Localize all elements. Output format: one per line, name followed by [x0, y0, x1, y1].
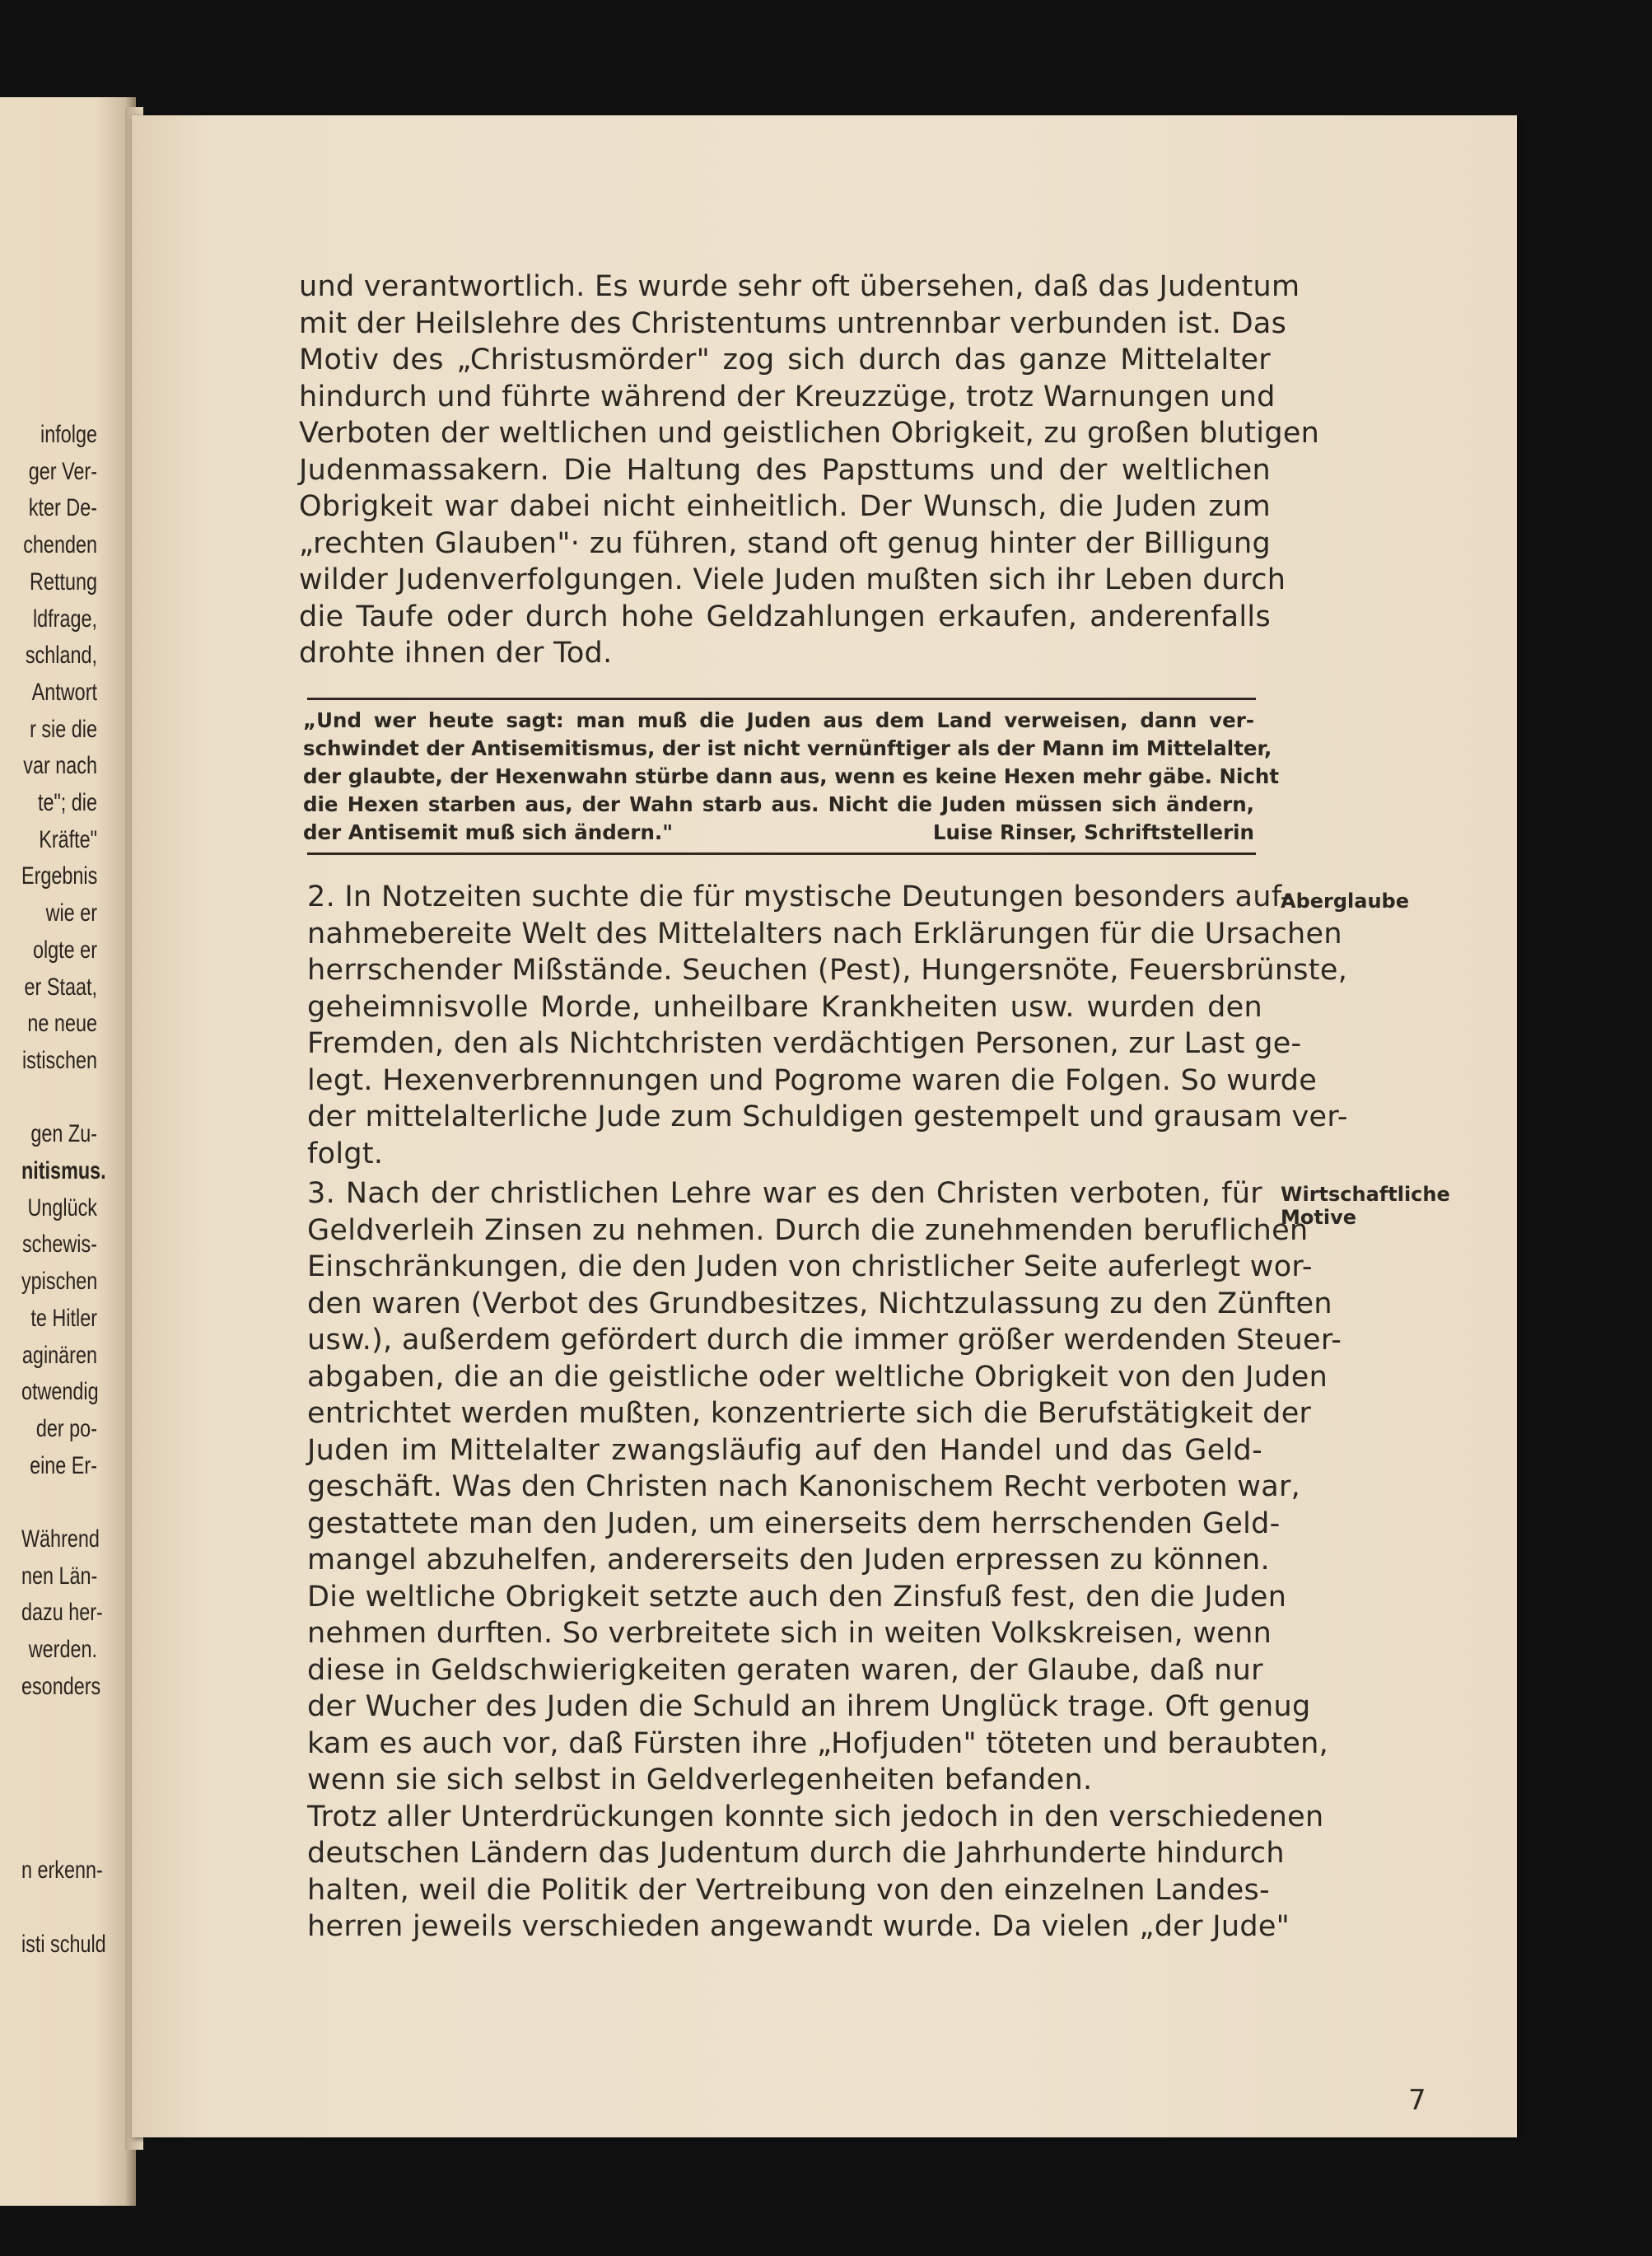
margin-note-text: Motive	[1281, 1206, 1356, 1229]
text-line: mit der Heilslehre des Christentums untrennbar verbunden ist. Das	[299, 306, 1287, 340]
text-line: wenn sie sich selbst in Geldverlegenheiten befanden.	[307, 1763, 1093, 1796]
left-page-fragment: nen Län-	[21, 1562, 98, 1590]
left-page-fragment: te"; die	[37, 789, 97, 816]
left-page-fragment: schland,	[25, 642, 97, 670]
left-page-fragment: istischen	[21, 1046, 97, 1074]
left-page-fragment: aginären	[21, 1341, 97, 1369]
text-line: diese in Geldschwierigkeiten geraten waren, der Glaube, daß nur	[307, 1653, 1263, 1687]
left-page-fragment: var nach	[23, 752, 98, 780]
right-page	[132, 115, 1517, 2137]
text-line: deutschen Ländern das Judentum durch die Jahrhunderte hindurch	[307, 1837, 1285, 1870]
text-line: abgaben, die an die geistliche oder weltliche Obrigkeit von den Juden	[307, 1360, 1328, 1394]
text-line: folgt.	[307, 1137, 384, 1170]
left-page-fragment: ger Ver-	[28, 457, 97, 485]
left-page-fragment: te Hitler	[30, 1304, 97, 1332]
text-line: halten, weil die Politik der Vertreibung von den einzelnen Landes-	[307, 1873, 1271, 1907]
left-page-fragment: ne neue	[27, 1010, 97, 1038]
quote-line: „Und wer heute sagt: man muß die Juden aus dem Land verweisen, dann ver-	[303, 708, 1254, 732]
left-page-fragment: esonders	[21, 1672, 101, 1700]
left-page-fragment: Rettung	[30, 568, 97, 596]
quote-line: schwindet der Antisemitismus, der ist nicht vernünftiger als der Mann im Mittelalter,	[303, 736, 1272, 760]
text-line: die Taufe oder durch hohe Geldzahlungen erkaufen, anderenfalls	[299, 600, 1271, 633]
text-line: wilder Judenverfolgungen. Viele Juden mußten sich ihr Leben durch	[299, 563, 1286, 596]
margin-note-text: Aberglaube	[1281, 890, 1410, 913]
text-line: hindurch und führte während der Kreuzzüge, trotz Warnungen und	[299, 380, 1276, 413]
quote-attribution: Luise Rinser, Schriftstellerin	[932, 820, 1254, 844]
text-line: legt. Hexenverbrennungen und Pogrome waren die Folgen. So wurde	[307, 1063, 1318, 1097]
left-page-fragment: Antwort	[31, 678, 98, 706]
text-line: Motiv des „Christusmörder" zog sich durch das ganze Mittelalter	[299, 343, 1271, 376]
text-line: geheimnisvolle Morde, unheilbare Krankheiten usw. wurden den	[307, 990, 1262, 1024]
quote-rule-top	[307, 698, 1256, 700]
left-page-fragment: olgte er	[32, 936, 97, 964]
left-page-fragment: nitismus.	[21, 1157, 106, 1184]
text-line: Obrigkeit war dabei nicht einheitlich. Der Wunsch, die Juden zum	[299, 490, 1271, 523]
text-line: Einschränkungen, die den Juden von christlicher Seite auferlegt wor-	[307, 1250, 1313, 1283]
left-page-fragment: Ergebnis	[21, 862, 98, 890]
text-line: Fremden, den als Nichtchristen verdächtigen Personen, zur Last ge-	[307, 1027, 1302, 1060]
text-line: nehmen durften. So verbreitete sich in weiten Volkskreisen, wenn	[307, 1617, 1272, 1650]
left-page-fragment: schewis-	[21, 1231, 97, 1259]
left-page-fragment: Während	[21, 1525, 100, 1553]
text-line: herrschender Mißstände. Seuchen (Pest), Hungersnöte, Feuersbrünste,	[307, 954, 1348, 987]
page-number: 7	[1408, 2084, 1426, 2117]
left-page-fragment: isti schuld	[21, 1930, 106, 1958]
quote-box	[303, 707, 1280, 847]
text-line: Judenmassakern. Die Haltung des Papsttums und der weltlichen	[299, 453, 1271, 487]
left-page-fragment: r sie die	[30, 715, 97, 743]
text-line: usw.), außerdem gefördert durch die immer größer werdenden Steuer-	[307, 1324, 1342, 1357]
text-line: geschäft. Was den Christen nach Kanonischem Recht verboten war,	[307, 1470, 1301, 1503]
left-page-fragment: Kräfte"	[39, 825, 97, 853]
text-line: kam es auch vor, daß Fürsten ihre „Hofjuden" töteten und beraubten,	[307, 1726, 1329, 1760]
left-page-fragment: wie er	[45, 899, 97, 927]
paragraph-christusmoerder	[299, 269, 1320, 672]
text-line: der Wucher des Juden die Schuld an ihrem Unglück trage. Oft genug	[307, 1690, 1311, 1723]
left-page-fragment: gen Zu-	[30, 1120, 98, 1148]
text-line: Trotz aller Unterdrückungen konnte sich jedoch in den verschiedenen	[307, 1800, 1324, 1833]
text-line: der mittelalterliche Jude zum Schuldigen gestempelt und grausam ver-	[307, 1100, 1348, 1133]
margin-note-wirtschaftliche-motive	[1281, 1183, 1450, 1229]
left-page-fragment: eine Er-	[30, 1451, 97, 1479]
quote-line: die Hexen starben aus, der Wahn starb aus. Nicht die Juden müssen sich ändern,	[303, 792, 1254, 816]
left-page-fragment: infolge	[40, 421, 97, 448]
left-page-fragment: Unglück	[27, 1193, 97, 1221]
left-page-fragment: otwendig	[21, 1378, 99, 1406]
quote-last-line	[303, 819, 1254, 847]
text-line: gestattete man den Juden, um einerseits dem herrschenden Geld-	[307, 1506, 1281, 1540]
left-page-fragment: n erkenn-	[21, 1857, 103, 1885]
text-line: Verboten der weltlichen und geistlichen Obrigkeit, zu großen blutigen	[299, 417, 1320, 450]
left-page-fragment: er Staat,	[24, 973, 98, 1001]
text-line: und verantwortlich. Es wurde sehr oft übersehen, daß das Judentum	[299, 270, 1300, 303]
left-page-fragment: chenden	[23, 531, 98, 559]
text-line: den waren (Verbot des Grundbesitzes, Nichtzulassung zu den Zünften	[307, 1287, 1332, 1320]
left-page	[0, 97, 136, 2206]
margin-note-text: Wirtschaftliche	[1281, 1183, 1450, 1206]
quote-line: der Antisemit muß sich ändern."	[303, 820, 673, 844]
text-line: 2. In Notzeiten suchte die für mystische Deutungen besonders auf-	[307, 880, 1291, 913]
text-line: Juden im Mittelalter zwangsläufig auf den Handel und das Geld-	[307, 1433, 1262, 1467]
text-line: mangel abzuhelfen, andererseits den Juden erpressen zu können.	[307, 1544, 1270, 1576]
quote-line: der glaubte, der Hexenwahn stürbe dann aus, wenn es keine Hexen mehr gäbe. Nicht	[303, 764, 1280, 788]
left-page-fragment: dazu her-	[21, 1599, 103, 1627]
text-line: nahmebereite Welt des Mittelalters nach Erklärungen für die Ursachen	[307, 917, 1342, 951]
left-page-fragment: ypischen	[21, 1268, 98, 1296]
text-line: 3. Nach der christlichen Lehre war es den Christen verboten, für	[307, 1177, 1262, 1210]
margin-note-aberglaube	[1281, 890, 1409, 913]
text-line: Geldverleih Zinsen zu nehmen. Durch die zunehmenden beruflichen	[307, 1213, 1309, 1247]
left-page-fragment: werden.	[28, 1636, 97, 1664]
text-line: entrichtet werden mußten, konzentrierte sich die Berufstätigkeit der	[307, 1397, 1312, 1430]
text-line: herren jeweils verschieden angewandt wurde. Da vielen „der Jude"	[307, 1910, 1290, 1943]
left-page-fragment: ldfrage,	[32, 605, 97, 633]
left-page-fragment: kter De-	[28, 494, 98, 522]
text-line: drohte ihnen der Tod.	[299, 637, 613, 670]
text-line: „rechten Glauben"· zu führen, stand oft genug hinter der Billigung	[299, 526, 1271, 560]
text-line: Die weltliche Obrigkeit setzte auch den Zinsfuß fest, den die Juden	[307, 1580, 1287, 1614]
quote-rule-bottom	[307, 852, 1256, 855]
left-page-fragment: der po-	[35, 1414, 97, 1442]
